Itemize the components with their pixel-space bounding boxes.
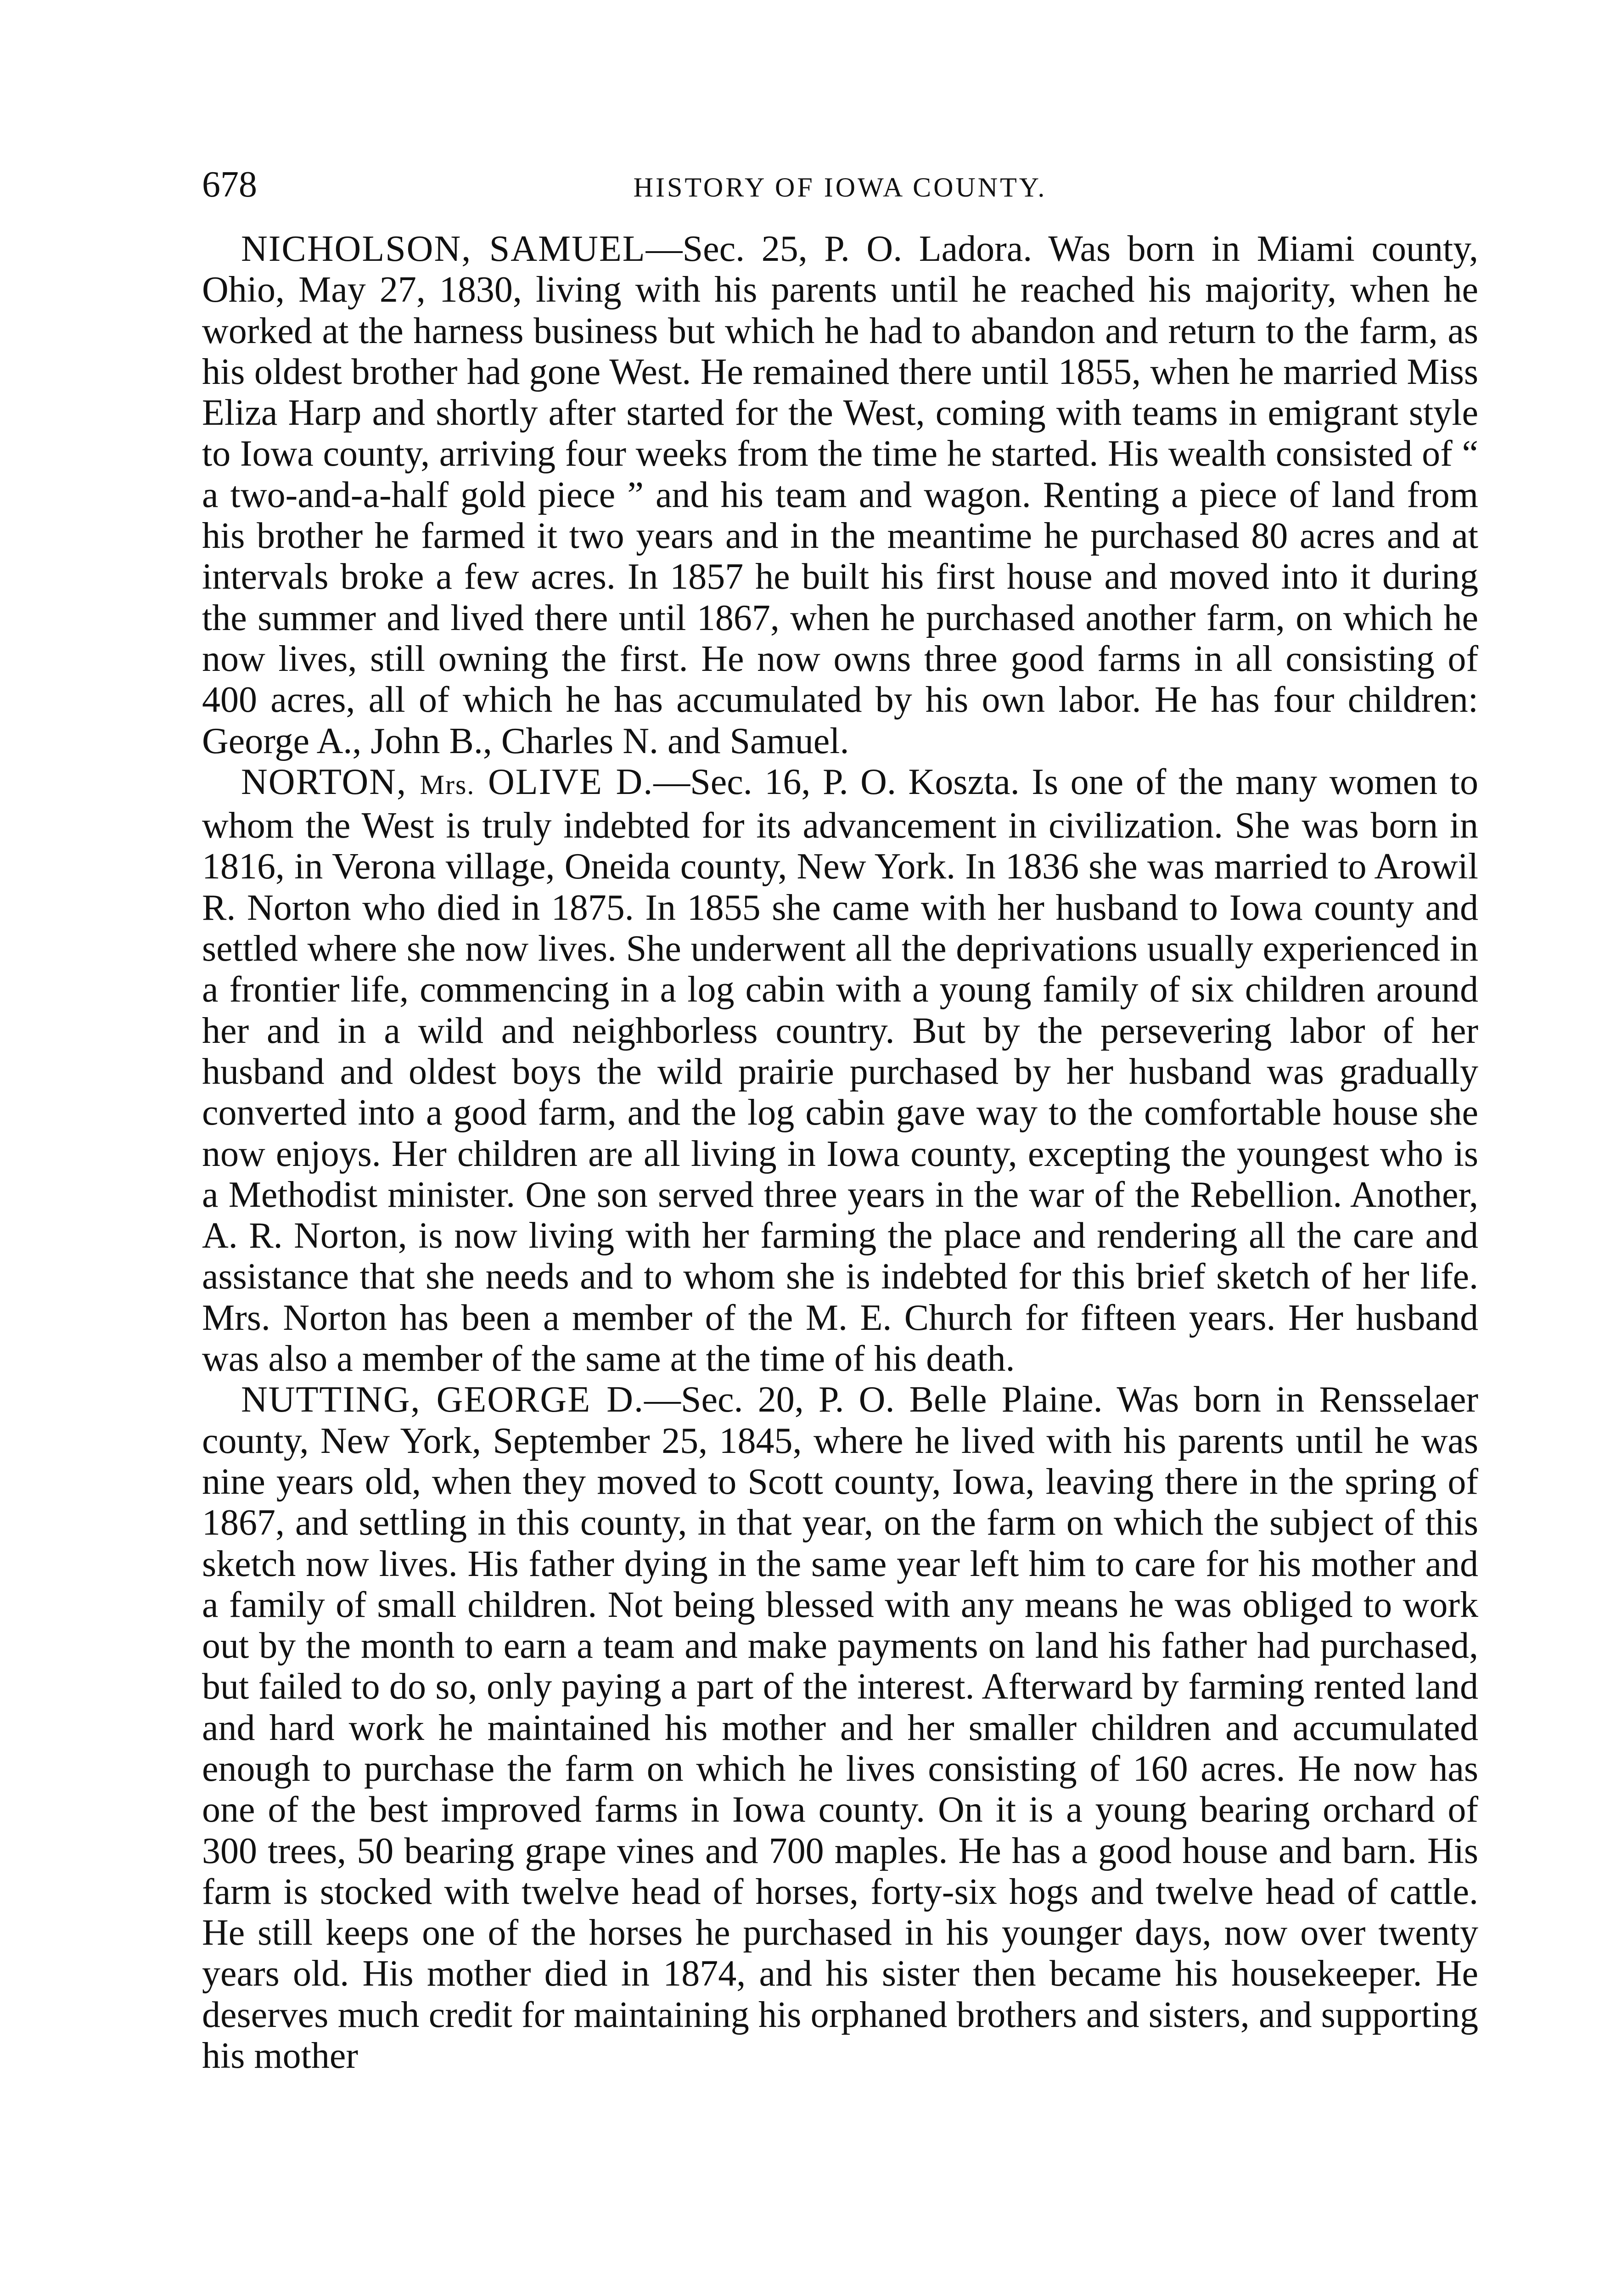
body-text	[202, 229, 1478, 2077]
entry-text: Was born in Miami county, Ohio, May 27, 1830, living with his parents until he reached his majority, when he worked at the harness business but which he had to abandon and return to the farm, as his oldest brother had gone West. He remained there until 1855, when he married Miss Eliza Harp and shortly after started for the West, coming with teams in emigrant style to Iowa county, arriving four weeks from the time he started. His wealth consisted of “ a two-and-a-half gold piece ” and his team and wagon. Renting a piece of land from his brother he farmed it two years and in the meantime he purchased 80 acres and at intervals broke a few acres. In 1857 he built his first house and moved into it during the summer and lived there until 1867, when he purchased another farm, on which he now lives, still owning the first. He now owns three good farms in all consisting of 400 acres, all of which he has accumulated by his own labor. He has four children: George A., John B., Charles N. and Samuel.	[202, 229, 1478, 761]
entry-name: NICHOLSON, SAMUEL	[241, 229, 646, 269]
biography-entry-nutting	[202, 1379, 1478, 2077]
page-header	[202, 162, 1478, 212]
entry-name-part: NORTON,	[241, 761, 420, 802]
entry-details: —Sec. 25, P. O. Ladora.	[645, 229, 1032, 269]
biography-entry-norton	[202, 762, 1478, 1379]
page-number: 678	[202, 164, 257, 205]
entry-details: —Sec. 16, P. O. Koszta.	[653, 761, 1020, 802]
entry-details: —Sec. 20, P. O. Belle Plaine.	[644, 1379, 1103, 1420]
running-title: HISTORY OF IOWA COUNTY.	[633, 172, 1047, 203]
entry-text: Was born in Rensselaer county, New York, September 25, 1845, where he lived with his parents until he was nine years old, when they moved to Scott county, Iowa, leaving there in the spring of 1867, and settling in this county, in that year, on the farm on which the subject of this sketch now lives. His father dying in the same year left him to care for his mother and a family of small children. Not being blessed with any means he was obliged to work out by the month to earn a team and make payments on land his father had purchased, but failed to do so, only paying a part of the interest. Afterward by farming rented land and hard work he maintained his mother and her smaller children and accumulated enough to purchase the farm on which he lives consisting of 160 acres. He now has one of the best improved farms in Iowa county. On it is a young bearing orchard of 300 trees, 50 bearing grape vines and 700 maples. He has a good house and barn. His farm is stocked with twelve head of horses, forty-six hogs and twelve head of cattle. He still keeps one of the horses he purchased in his younger days, now over twenty years old. His mother died in 1874, and his sister then became his housekeeper. He deserves much credit for maintaining his orphaned brothers and sisters, and supporting his mother	[202, 1379, 1479, 2077]
entry-title: Mrs.	[420, 769, 475, 800]
entry-name: NUTTING, GEORGE D.	[241, 1379, 645, 1420]
entry-name-part: OLIVE D.	[475, 761, 654, 802]
biography-entry-nicholson	[202, 229, 1478, 762]
entry-text: Is one of the many women to whom the West is truly indebted for its advancement in civilization. She was born in 1816, in Verona village, Oneida county, New York. In 1836 she was married to Arowil R. Norton who died in 1875. In 1855 she came with her husband to Iowa county and settled where she now lives. She underwent all the deprivations usually experienced in a frontier life, commencing in a log cabin with a young family of six children around her and in a wild and neighborless country. But by the persevering labor of her husband and oldest boys the wild prairie purchased by her husband was gradually converted into a good farm, and the log cabin gave way to the comfortable house she now enjoys. Her children are all living in Iowa county, excepting the youngest who is a Methodist minister. One son served three years in the war of the Rebellion. Another, A. R. Norton, is now living with her farming the place and rendering all the care and assistance that she needs and to whom she is indebted for this brief sketch of her life. Mrs. Norton has been a member of the M. E. Church for fifteen years. Her husband was also a member of the same at the time of his death.	[202, 761, 1478, 1379]
